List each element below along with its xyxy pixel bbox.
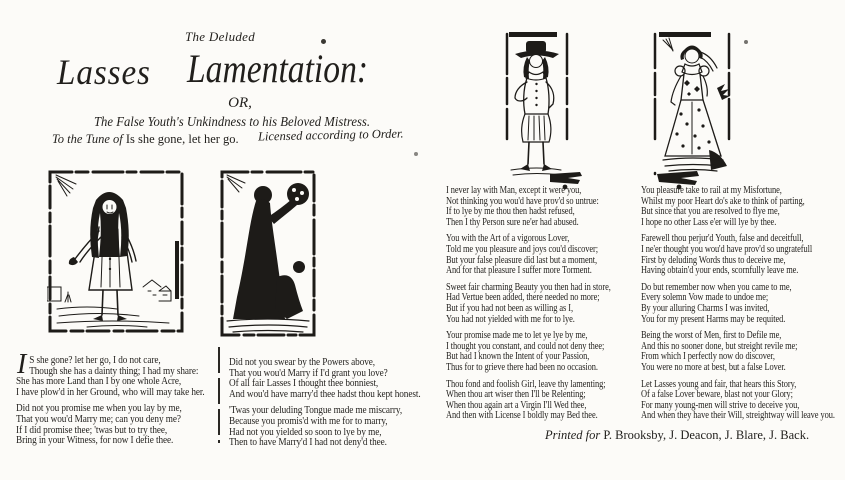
verse-line: Bring in your Witness, for now I defie thee. [16, 435, 174, 447]
tune-name: Is she gone, let her go. [125, 132, 239, 146]
stanza [446, 186, 642, 228]
gown-train [709, 150, 727, 170]
printer-imprint [545, 428, 809, 443]
verse-line: S she gone? let her go, I do not care, [29, 355, 161, 366]
woodcut-gentleman-long-wig [47, 169, 186, 335]
imprint-prefix: Printed for [545, 428, 601, 442]
drop-cap: I [17, 349, 27, 380]
verse-line: And this no sooner done, but streight revile me; [641, 340, 798, 352]
ground-hatching [57, 292, 169, 327]
column-divider-rule [218, 347, 220, 443]
small-companion-figure [275, 275, 303, 319]
stanza [446, 331, 642, 373]
verse-line: I thought you constant, and could not deny thee; [446, 340, 605, 352]
verse-line: I never lay with Man, except it were you, [446, 185, 582, 196]
ballad-overline: The Deluded [184, 29, 256, 44]
verse-line: Farewell thou perjur'd Youth, false and deceitfull, [641, 233, 804, 245]
verse-column-left-2 [229, 358, 431, 455]
verse-line: And wou'd have marry'd thee hadst thou kept honest. [229, 388, 421, 400]
title-word-lasses: Lasses [57, 52, 151, 92]
post-mark [175, 241, 179, 299]
stanza [446, 380, 642, 422]
verse-line: You with the Art of a vigorous Lover, [446, 233, 570, 245]
ground-hatching [227, 319, 309, 332]
verse-column-right-1 [446, 186, 642, 428]
verse-line: You for my present Harms may be requited. [641, 313, 786, 325]
tune-prefix: To the Tune of [52, 132, 123, 146]
verse-line: Though she has a dainty thing; I had my share: [29, 365, 199, 377]
verse-line: Then I thy Person sure ne'er had abused. [446, 216, 579, 228]
ballad-subtitle: The False Youth's Unkindness to his Beloved Mistress. [93, 114, 371, 129]
verse-line: You were no more at best, but a false Lover. [641, 361, 786, 373]
verse-line: Sweet fair charming Beauty you then had in store, [446, 281, 611, 293]
verse-line: Your promise made me to let ye lye by me, [446, 330, 588, 342]
ink-speck [321, 39, 326, 44]
verse-line: Being the worst of Men, first to Defile me, [641, 330, 782, 342]
stanza [641, 331, 845, 373]
verse-line: But if you had not been as willing as I, [446, 302, 573, 314]
verse-line: Thou fond and foolish Girl, leave thy lamenting; [446, 378, 606, 390]
verse-line: Thus for to grieve there had been no occasion. [446, 361, 598, 373]
hatted-man-figure [515, 41, 559, 171]
verse-line: And when they have their Will, streightway will leave you. [641, 410, 835, 422]
verse-line: Having obtain'd your ends, scornfully leave me. [641, 265, 799, 277]
license-notice: Licensed according to Order. [257, 126, 404, 144]
stanza [641, 234, 845, 276]
verse-line: Of all fair Lasses I thought thee bonniest, [229, 378, 379, 390]
woodcut-woman-with-bouquet [219, 169, 317, 339]
imprint-names: P. Brooksby, J. Deacon, J. Blare, J. Back. [603, 428, 810, 442]
verse-line: If to lye by me thou then hadst refused, [446, 206, 575, 218]
verse-line: That you wou'd Marry me; can you deny me? [16, 413, 181, 425]
verse-line: Did not you promise me when you lay by me, [16, 403, 182, 415]
or-label: OR, [228, 95, 252, 111]
verse-line: Not thinking you wou'd have prov'd so untrue: [446, 195, 599, 207]
stanza [446, 283, 642, 325]
verse-line: And for that pleasure I suffer more Torment. [446, 265, 592, 277]
verse-line: From which I perfectly now do discover, [641, 351, 775, 363]
gown-floral-pattern [675, 108, 710, 149]
woodcut-lady-patterned-gown [651, 30, 733, 179]
verse-line: You pleasure take to rail at my Misfortune, [641, 185, 782, 196]
verse-line: And then with License I boldly may Bed thee. [446, 410, 598, 422]
stanza [229, 358, 431, 400]
verse-line: When thou again art a Virgin I'll Wed thee, [446, 399, 587, 411]
bouquet-icon [287, 183, 309, 205]
woman-silhouette [233, 183, 309, 319]
stanza [16, 356, 210, 398]
verse-line: I hope no other Lass e'er will lye by thee. [641, 216, 777, 228]
verse-line: Had Vertue been added, there needed no more; [446, 292, 600, 304]
verse-line: 'Twas your deluding Tongue made me miscarry, [229, 405, 403, 417]
verse-line: Do but remember now when you came to me, [641, 281, 792, 293]
verse-line: I ne'er thought you wou'd have prov'd so ungratefull [641, 243, 813, 255]
ink-speck [414, 152, 418, 156]
verse-line: Had not you yielded so soon to lye by me, [229, 426, 382, 438]
woodcut-man-wide-hat [503, 30, 571, 179]
leaf-sprig-icon [56, 175, 76, 196]
verse-line: By your alluring Charms I was invited, [641, 302, 770, 314]
gentleman-figure [69, 192, 136, 321]
verse-line: Did not you swear by the Powers above, [229, 357, 376, 368]
verse-line: You had not yielded with me for to lye. [446, 313, 575, 325]
verse-line: I have plow'd in her Ground, who will may take her. [16, 386, 205, 398]
stanza [641, 380, 845, 422]
tune-line [52, 132, 239, 147]
stanza [641, 186, 845, 228]
verse-line: Of a false Lover beware, blast not your Glory; [641, 389, 793, 401]
verse-line: When thou art wiser then I'll be Relenting; [446, 389, 586, 401]
verse-line: Whilst my poor Heart do's ake to think of parting, [641, 195, 805, 207]
verse-line: For many young-men will strive to deceive you, [641, 399, 800, 411]
verse-line: Let Lasses young and fair, that hears this Story, [641, 378, 797, 390]
verse-column-right-2 [641, 186, 845, 428]
stanza [641, 283, 845, 325]
stanza [446, 234, 642, 276]
verse-line: That you wou'd Marry if I'd grant you love? [229, 367, 388, 379]
ink-speck [744, 40, 748, 44]
verse-line: If I did promise thee; 'twas but to try thee, [16, 424, 168, 436]
verse-line: Told me you pleasure and joys cou'd discover; [446, 243, 598, 255]
gowned-lady-figure [665, 46, 730, 171]
stanza [229, 406, 431, 448]
leaf-sprig-icon [663, 38, 673, 51]
leaf-sprig-icon [227, 175, 245, 192]
title-word-lamentation: Lamentation: [187, 46, 369, 91]
verse-line: But your false pleasure did last but a moment, [446, 254, 597, 266]
verse-line: Every solemn Vow made to undoe me; [641, 292, 769, 304]
verse-line: Because you promis'd with me for to marry, [229, 415, 388, 427]
verse-column-left-1 [16, 356, 210, 453]
verse-line: Then to have Marry'd I had not deny'd thee. [229, 437, 387, 449]
verse-line: But had I known the Intent of your Passion, [446, 351, 590, 363]
verse-line: She has more Land than I by one whole Acre, [16, 376, 182, 388]
verse-line: First by deluding Words thus to deceive me, [641, 254, 786, 266]
verse-line: But since that you are resolved to flye me, [641, 206, 780, 218]
stanza [16, 404, 210, 446]
